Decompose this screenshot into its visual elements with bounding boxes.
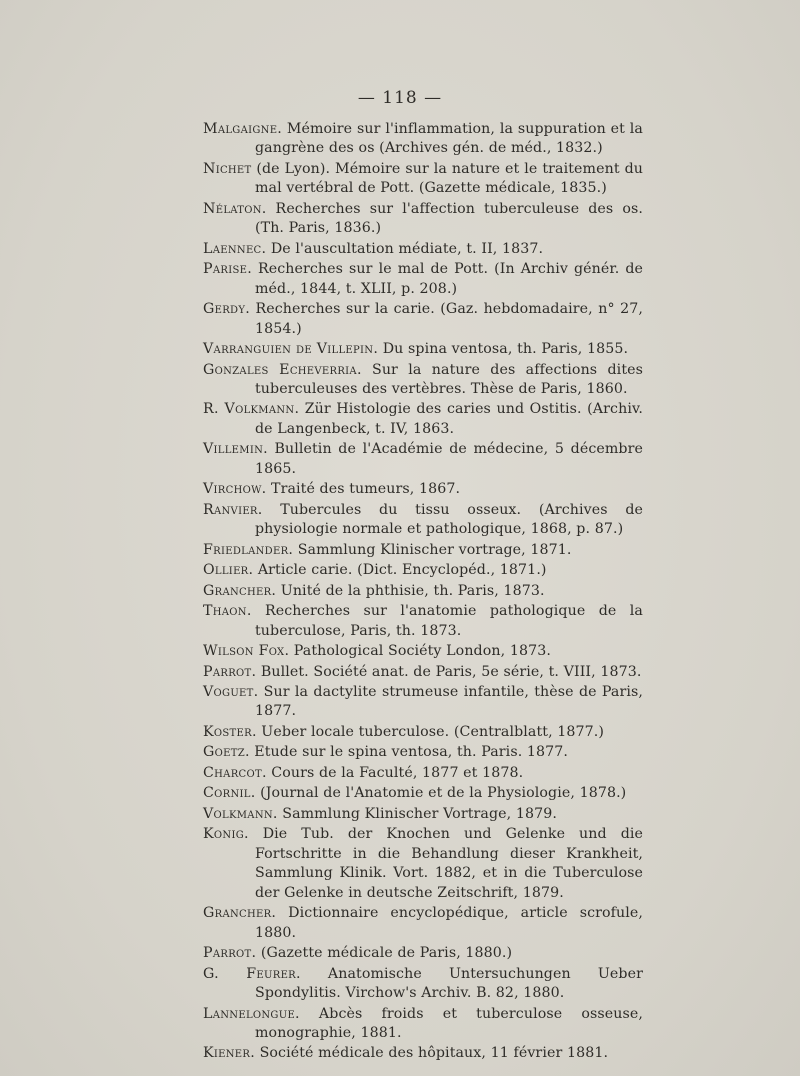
bibliography-entry	[203, 663, 643, 682]
bibliography-entry	[203, 160, 643, 199]
entry-text: Dictionnaire encyclopédique, article scrofule, 1880.	[255, 905, 644, 941]
entry-author: Koster.	[203, 723, 257, 740]
entry-author: Gonzales Echeverria.	[203, 361, 362, 378]
page-number: — 118 —	[357, 88, 443, 108]
entry-text: Tubercules du tissu osseux. (Archives de physiologie normale et pathologique, 1868, p. 87.)	[255, 501, 643, 538]
bibliography-entry	[203, 1005, 643, 1044]
bibliography-entry	[203, 361, 643, 400]
entry-author: Laennec.	[203, 240, 267, 257]
entry-text: Recherches sur l'anatomie pathologique de la tuberculose, Paris, th. 1873.	[255, 603, 643, 639]
entry-text: Sur la nature des affections dites tuberculeuses des vertèbres. Thèse de Paris, 1860.	[255, 361, 644, 397]
bibliography-entry	[203, 340, 643, 359]
entry-author: Lannelongue.	[203, 1005, 300, 1022]
entry-author: Malgaigne.	[203, 121, 283, 137]
entry-text: Zür Histologie des caries und Ostitis. (Archiv. de Langenbeck, t. IV, 1863.	[255, 401, 643, 437]
entry-author: Ollier.	[203, 562, 254, 579]
bibliography-entry	[203, 743, 643, 762]
entry-text: (Journal de l'Anatomie et de la Physiologie, 1878.)	[260, 785, 627, 802]
entry-text: De l'auscultation médiate, t. II, 1837.	[270, 240, 544, 257]
entry-author: Thaon.	[203, 603, 252, 620]
bibliography-entry	[203, 240, 643, 259]
bibliography-entry	[203, 784, 643, 803]
entry-author: G. Feurer.	[203, 965, 301, 982]
entry-text: (de Lyon). Mémoire sur la nature et le traitement du mal vertébral de Pott. (Gazette médicale, 1835.)	[255, 160, 643, 197]
entry-author: Goetz.	[203, 744, 250, 761]
entry-text: Mémoire sur l'inflammation, la suppuration et la gangrène des os (Archives gén. de méd., 1832.)	[255, 121, 643, 157]
entry-author: Ranvier.	[203, 501, 263, 518]
entry-author: Varranguien de Villepin.	[203, 341, 379, 358]
entry-text: Die Tub. der Knochen und Gelenke und die Fortschritte in die Behandlung dieser Krankheit, Sammlung Klinik. Vort. 1882, et in die Tuberculose der Gelenke in deutsche Zeitschrift, 1879.	[255, 826, 644, 901]
entry-text: Unité de la phthisie, th. Paris, 1873.	[280, 582, 545, 599]
bibliography-entry	[203, 683, 643, 722]
bibliography-list	[203, 120, 643, 1065]
entry-author: Gerdy.	[203, 301, 251, 318]
entry-author: Grancher.	[203, 905, 277, 922]
entry-author: Parrot.	[203, 945, 257, 962]
bibliography-entry	[203, 541, 643, 560]
entry-text: Sammlung Klinischer vortrage, 1871.	[297, 541, 572, 558]
entry-author: Parrot.	[203, 663, 257, 680]
bibliography-entry	[203, 764, 643, 783]
entry-author: R. Volkmann.	[203, 401, 300, 418]
entry-author: Charcot.	[203, 764, 267, 781]
entry-text: Société médicale des hôpitaux, 11 février 1881.	[259, 1045, 609, 1062]
entry-author: Konig.	[203, 826, 249, 843]
bibliography-entry	[203, 400, 643, 439]
entry-text: Bulletin de l'Académie de médecine, 5 décembre 1865.	[255, 441, 643, 477]
bibliography-entry	[203, 965, 643, 1004]
entry-text: Traité des tumeurs, 1867.	[271, 481, 461, 498]
entry-author: Virchow.	[203, 481, 267, 498]
bibliography-entry	[203, 805, 643, 824]
entry-text: Du spina ventosa, th. Paris, 1855.	[382, 341, 629, 358]
entry-text: Abcès froids et tuberculose osseuse, monographie, 1881.	[255, 1005, 643, 1041]
entry-author: Nichet	[203, 160, 252, 177]
entry-text: Recherches sur la carie. (Gaz. hebdomadaire, n° 27, 1854.)	[255, 301, 643, 337]
entry-text: Sur la dactylite strumeuse infantile, thèse de Paris, 1877.	[255, 684, 643, 720]
bibliography-entry	[203, 120, 643, 159]
entry-text: Cours de la Faculté, 1877 et 1878.	[271, 764, 524, 781]
entry-author: Cornil.	[203, 785, 256, 802]
entry-text: Ueber locale tuberculose. (Centralblatt, 1877.)	[261, 723, 605, 740]
entry-text: Sammlung Klinischer Vortrage, 1879.	[282, 805, 557, 822]
entry-text: Bullet. Société anat. de Paris, 5e série, t. VIII, 1873.	[260, 663, 642, 680]
bibliography-entry	[203, 904, 643, 943]
entry-author: Parise.	[203, 261, 253, 278]
entry-author: Nélaton.	[203, 200, 267, 217]
bibliography-entry	[203, 480, 643, 499]
entry-text: (Gazette médicale de Paris, 1880.)	[260, 945, 513, 962]
entry-text: Recherches sur l'affection tuberculeuse des os. (Th. Paris, 1836.)	[255, 200, 643, 237]
entry-author: Kiener.	[203, 1045, 256, 1062]
bibliography-entry	[203, 944, 643, 963]
entry-text: Etude sur le spina ventosa, th. Paris. 1877.	[254, 744, 569, 761]
bibliography-entry	[203, 440, 643, 479]
entry-text: Article carie. (Dict. Encyclopéd., 1871.)	[257, 562, 547, 579]
bibliography-entry	[203, 300, 643, 339]
entry-author: Voguet.	[203, 684, 259, 701]
bibliography-entry	[203, 1044, 643, 1063]
entry-text: Pathological Sociéty London, 1873.	[293, 643, 551, 660]
entry-author: Volkmann.	[203, 805, 278, 822]
bibliography-entry	[203, 825, 643, 903]
entry-author: Grancher.	[203, 582, 277, 599]
bibliography-entry	[203, 642, 643, 661]
bibliography-entry	[203, 501, 643, 540]
entry-author: Friedlander.	[203, 541, 294, 558]
bibliography-entry	[203, 200, 643, 239]
bibliography-entry	[203, 723, 643, 742]
entry-author: Wilson Fox.	[203, 643, 290, 660]
entry-text: Anatomische Untersuchungen Ueber Spondylitis. Virchow's Archiv. B. 82, 1880.	[255, 965, 643, 1001]
bibliography-entry	[203, 561, 643, 580]
entry-text: Recherches sur le mal de Pott. (In Archiv génér. de méd., 1844, t. XLII, p. 208.)	[255, 261, 644, 297]
bibliography-entry	[203, 602, 643, 641]
bibliography-entry	[203, 260, 643, 299]
entry-author: Villemin.	[203, 441, 268, 458]
bibliography-entry	[203, 582, 643, 601]
